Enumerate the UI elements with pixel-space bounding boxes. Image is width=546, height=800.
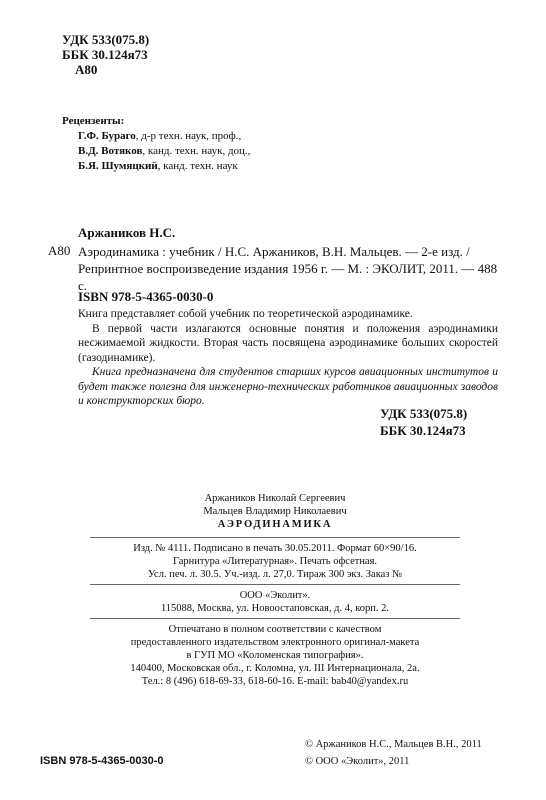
- copyright-line: © ООО «Эколит», 2011: [305, 756, 410, 767]
- imprint-divider: [90, 618, 460, 619]
- copyright-block: [305, 736, 482, 770]
- annotation-paragraph: Книга представляет собой учебник по теоретической аэродинамике.: [78, 308, 413, 320]
- catalog-isbn: ISBN 978-5-4365-0030-0: [78, 289, 214, 304]
- reviewer-item: [62, 129, 250, 144]
- right-classification-block: [380, 405, 467, 439]
- annotation: [78, 307, 498, 409]
- catalog-code: А80: [48, 243, 71, 258]
- footer-isbn: ISBN 978-5-4365-0030-0: [40, 755, 164, 767]
- imprint-publisher-line: ООО «Эколит».: [239, 590, 311, 601]
- imprint-divider: [90, 584, 460, 585]
- top-author-code: А80: [75, 62, 98, 77]
- copyright-line: © Аржаников Н.С., Мальцев В.Н., 2011: [305, 739, 482, 750]
- imprint-printer-line: Тел.: 8 (496) 618-69-33, 618-60-16. E-mail: bab40@yandex.ru: [141, 676, 409, 687]
- reviewer-credentials: , канд. техн. наук: [157, 160, 238, 172]
- catalog-author: Аржаников Н.С.: [78, 225, 176, 240]
- reviewer-item: [62, 144, 250, 159]
- reviewer-name: Б.Я. Шумяцкий: [78, 160, 158, 172]
- imprint-title: АЭРОДИНАМИКА: [217, 519, 333, 530]
- imprint-block: [60, 492, 490, 688]
- imprint-print-line: Гарнитура «Литературная». Печать офсетная.: [172, 556, 378, 567]
- imprint-author: Мальцев Владимир Николаевич: [203, 506, 347, 517]
- imprint-publisher-line: 115088, Москва, ул. Новоостаповская, д. 4, корп. 2.: [160, 603, 390, 614]
- top-bbk-code: ББК 30.124я73: [62, 47, 148, 62]
- reviewer-name: Г.Ф. Бураго: [78, 130, 136, 142]
- reviewer-name: В.Д. Вотяков: [78, 145, 143, 157]
- imprint-print-line: Изд. № 4111. Подписано в печать 30.05.2011. Формат 60×90/16.: [133, 543, 417, 554]
- catalog-description: Аэродинамика : учебник / Н.С. Аржаников, В.Н. Мальцев. — 2-е изд. / Репринтное воспроизведение издания 1956 г. — М. : ЭКОЛИТ, 2011. — 488 с.: [78, 244, 498, 293]
- reviewers-block: [62, 114, 250, 174]
- imprint-divider: [90, 537, 460, 538]
- annotation-paragraph: В первой части излагаются основные понятия и положения аэродинамики несжимаемой жидкости. Вторая часть посвящена аэродинамике больших скоростей (газодинамике).: [78, 322, 498, 364]
- right-bbk-code: ББК 30.124я73: [380, 423, 466, 438]
- top-classification-block: [62, 32, 149, 77]
- reviewer-credentials: , канд. техн. наук, доц.,: [142, 145, 251, 157]
- imprint-author: Аржаников Николай Сергеевич: [204, 493, 346, 504]
- imprint-printer-line: Отпечатано в полном соответствии с качеством: [168, 624, 382, 635]
- annotation-paragraph: Книга предназначена для студентов старших курсов авиационных институтов и будет также полезна для инженерно-технических работников авиационных заводов и конструкторских бюро.: [78, 366, 498, 407]
- reviewer-credentials: , д-р техн. наук, проф.,: [135, 130, 242, 142]
- imprint-printer-line: в ГУП МО «Коломенская типография».: [186, 650, 364, 661]
- imprint-printer-line: предоставленного издательством электронного оригинал-макета: [130, 637, 420, 648]
- imprint-printer-line: 140400, Московская обл., г. Коломна, ул. III Интернационала, 2а.: [130, 663, 420, 674]
- top-udc-code: УДК 533(075.8): [62, 32, 150, 47]
- reviewers-header: Рецензенты:: [62, 115, 125, 127]
- imprint-print-line: Усл. печ. л. 30.5. Уч.-изд. л. 27,0. Тираж 300 экз. Заказ №: [147, 569, 403, 580]
- reviewer-item: [62, 159, 250, 174]
- right-udc-code: УДК 533(075.8): [380, 406, 468, 421]
